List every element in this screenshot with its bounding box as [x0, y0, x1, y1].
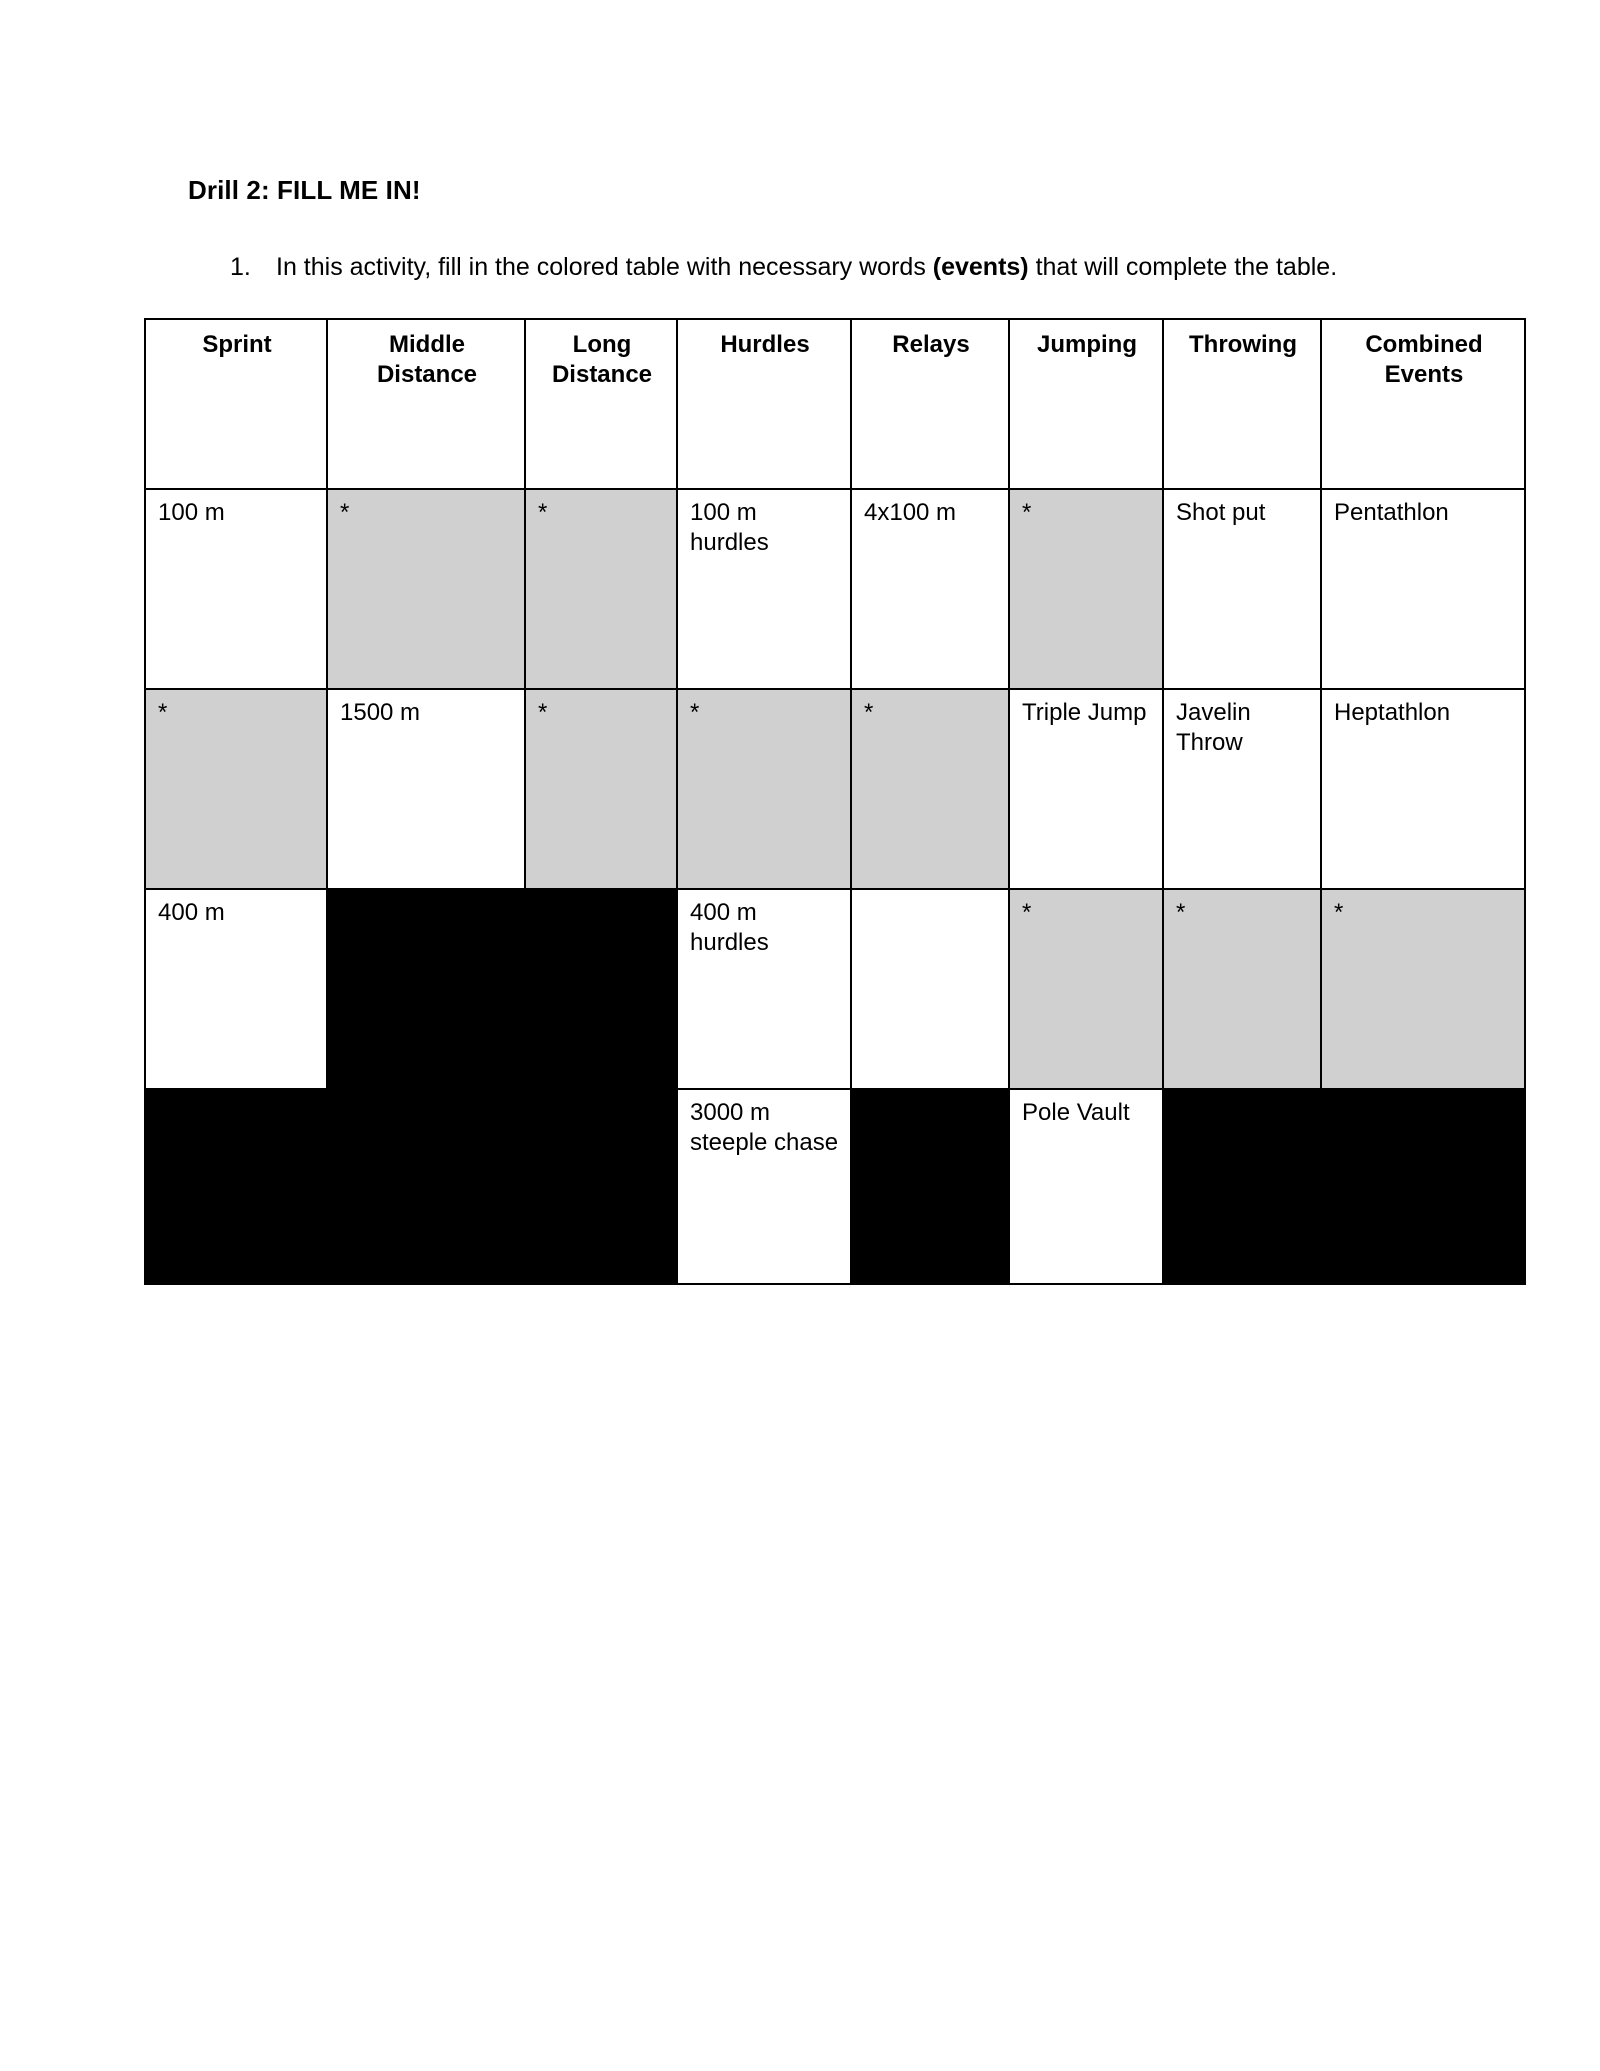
table-cell[interactable]: 400 m hurdles	[677, 889, 851, 1089]
table-cell-blocked	[525, 1089, 677, 1284]
table-cell-blank[interactable]: *	[1009, 889, 1163, 1089]
table-cell[interactable]: 100 m	[145, 489, 327, 689]
instruction-list-item	[188, 250, 1410, 286]
table-body	[145, 489, 1525, 1284]
table-cell[interactable]: Pentathlon	[1321, 489, 1525, 689]
events-table	[144, 318, 1526, 1285]
column-header-relays: Relays	[851, 319, 1009, 489]
table-cell[interactable]: Shot put	[1163, 489, 1321, 689]
table-cell-blank[interactable]: *	[525, 689, 677, 889]
table-row	[145, 1089, 1525, 1284]
column-header-hurdles: Hurdles	[677, 319, 851, 489]
table-row	[145, 689, 1525, 889]
page-title: Drill 2: FILL ME IN!	[188, 175, 421, 205]
table-cell-blank[interactable]: *	[145, 689, 327, 889]
column-header-combined-events: Combined Events	[1321, 319, 1525, 489]
column-header-throwing: Throwing	[1163, 319, 1321, 489]
table-row	[145, 489, 1525, 689]
table-cell-blank[interactable]: *	[1009, 489, 1163, 689]
instruction-text	[276, 250, 1337, 286]
table-cell-blank[interactable]: *	[1163, 889, 1321, 1089]
instruction-number: 1.	[230, 253, 251, 282]
instruction-text-before: In this activity, fill in the colored table with necessary words	[276, 253, 933, 282]
table-cell[interactable]: Pole Vault	[1009, 1089, 1163, 1284]
table-cell[interactable]: Heptathlon	[1321, 689, 1525, 889]
table-cell[interactable]: 1500 m	[327, 689, 525, 889]
instruction-text-after: that will complete the table.	[1028, 253, 1338, 282]
table-cell-blocked	[145, 1089, 327, 1284]
table-cell[interactable]: Javelin Throw	[1163, 689, 1321, 889]
table-cell-blocked	[327, 1089, 525, 1284]
table-cell[interactable]: Triple Jump	[1009, 689, 1163, 889]
table-cell-blocked	[525, 889, 677, 1089]
table-cell[interactable]	[851, 889, 1009, 1089]
column-header-middle-distance: Middle Distance	[327, 319, 525, 489]
table-cell-blocked	[851, 1089, 1009, 1284]
table-cell[interactable]: 400 m	[145, 889, 327, 1089]
column-header-long-distance: Long Distance	[525, 319, 677, 489]
table-cell-blocked	[1163, 1089, 1321, 1284]
table-cell-blocked	[327, 889, 525, 1089]
table-cell-blank[interactable]: *	[1321, 889, 1525, 1089]
table-cell[interactable]: 3000 m steeple chase	[677, 1089, 851, 1284]
column-header-jumping: Jumping	[1009, 319, 1163, 489]
table-cell-blocked	[1321, 1089, 1525, 1284]
table-cell[interactable]: 100 m hurdles	[677, 489, 851, 689]
table-cell-blank[interactable]: *	[525, 489, 677, 689]
table-cell-blank[interactable]: *	[851, 689, 1009, 889]
table-cell[interactable]: 4x100 m	[851, 489, 1009, 689]
column-header-sprint: Sprint	[145, 319, 327, 489]
table-header-row	[145, 319, 1525, 489]
table-cell-blank[interactable]: *	[677, 689, 851, 889]
table-cell-blank[interactable]: *	[327, 489, 525, 689]
table-row	[145, 889, 1525, 1089]
instruction-text-emphasis: (events)	[932, 253, 1029, 282]
